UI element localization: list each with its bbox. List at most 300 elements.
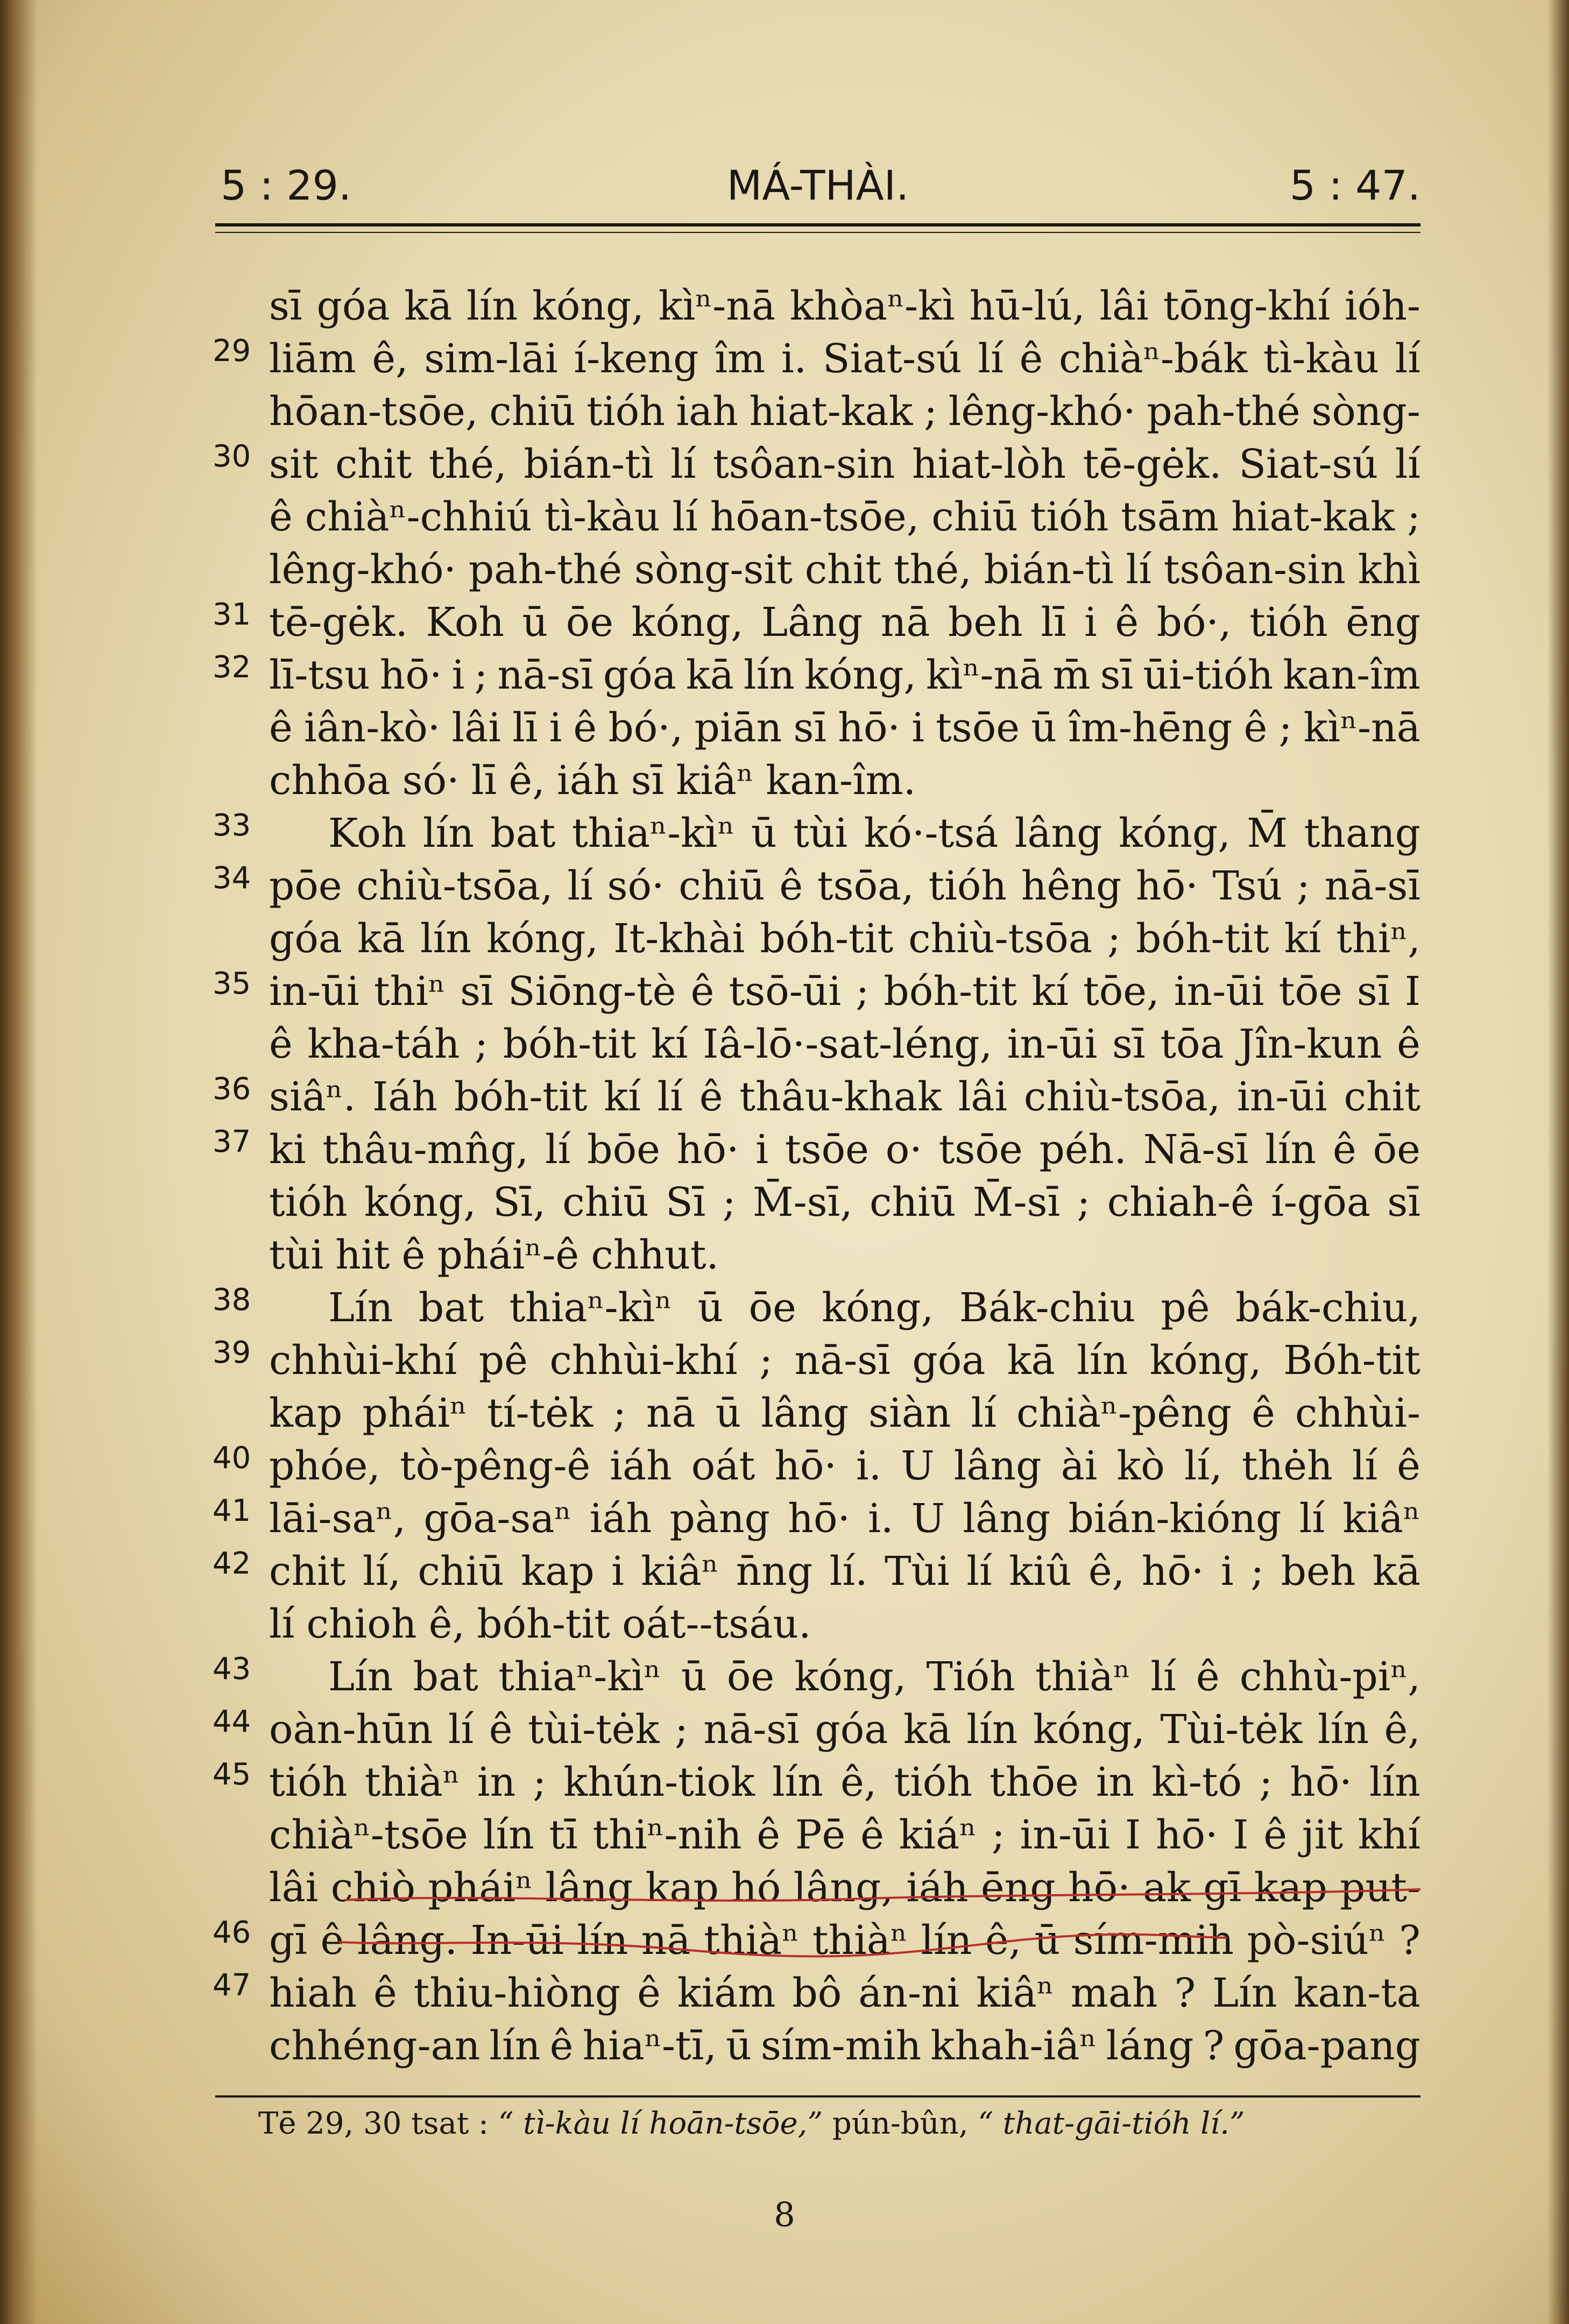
word: án-ni (858, 1970, 960, 2016)
word: ê (699, 1074, 723, 1120)
word: gōa-pang (1233, 2023, 1420, 2069)
word: ê (269, 494, 293, 540)
word: gōa-saⁿ (423, 1496, 572, 1542)
word: lí (1352, 1443, 1378, 1489)
word: kóng, (532, 283, 644, 329)
word: thōe (990, 1759, 1079, 1805)
word: góa (316, 283, 390, 329)
word: góa (912, 1337, 986, 1384)
verse-number: 47 (213, 1968, 251, 2003)
word: pàng (669, 1496, 771, 1542)
word: hō· (838, 705, 901, 751)
word: chiàⁿ-bák (1058, 336, 1248, 382)
word: U (911, 1496, 945, 1542)
word: tí-tėk (487, 1390, 593, 1436)
word: ōe (566, 599, 614, 646)
word: kí (604, 1074, 641, 1120)
word: lí (672, 494, 698, 540)
word: ê (269, 705, 293, 751)
word: sím-mih (1073, 1917, 1234, 1964)
word: ; (924, 388, 938, 435)
word: tióh (586, 388, 665, 435)
word: lāi-saⁿ, (269, 1496, 406, 1542)
word: ōe (748, 1285, 796, 1331)
word: sit (269, 441, 319, 487)
word: ê (1019, 336, 1043, 382)
word: chhùi- (1295, 1390, 1420, 1436)
word: chhéng-an (269, 2023, 480, 2069)
word: liām (269, 336, 356, 382)
word: thiàⁿ (364, 1759, 460, 1805)
word: chit (804, 547, 882, 593)
text-line (269, 754, 1420, 807)
word: ; (722, 1179, 736, 1225)
word: iah (676, 388, 738, 435)
word: oát (691, 1443, 755, 1489)
word: lí (657, 1074, 683, 1120)
word: in (477, 1759, 516, 1805)
word: góa (269, 916, 343, 962)
word: hō· (1136, 863, 1198, 909)
word: tò-pêng-ê (399, 1443, 591, 1489)
text-line (269, 385, 1420, 438)
word: i (611, 1548, 624, 1595)
text-line (269, 1229, 1420, 1281)
word: In-ūi (470, 1917, 564, 1964)
word: chiàⁿ-chhiú (305, 494, 532, 540)
word: nā-sī (703, 1706, 800, 1753)
word: bat (490, 810, 556, 856)
word: kì-tó (1151, 1759, 1242, 1805)
word: góa (603, 652, 676, 698)
verse-number: 38 (213, 1283, 251, 1317)
word: put- (1340, 1865, 1420, 1911)
word: lí (1126, 547, 1151, 593)
word: ; (474, 652, 488, 698)
text-line (213, 965, 1420, 1018)
word: Siōng-tè (507, 968, 676, 1015)
word: kiáⁿ (899, 1812, 977, 1858)
word: nā (880, 599, 930, 646)
word: ūi-tióh (1143, 652, 1274, 698)
word: ê, (428, 1601, 465, 1647)
word: kóng, (1149, 1337, 1262, 1384)
word: ; (991, 1812, 1005, 1858)
word: lâng, (793, 1865, 894, 1911)
word: I (1125, 1812, 1141, 1858)
word: góa (815, 1706, 888, 1753)
text-line (269, 1809, 1420, 1861)
word: ê (1332, 1126, 1356, 1173)
word: khún-tiok (563, 1759, 755, 1805)
verse-number: 45 (213, 1757, 251, 1792)
word: khí (1358, 1812, 1420, 1858)
word: tsām (1121, 494, 1219, 540)
word: sī (1112, 1021, 1146, 1067)
text-line (213, 860, 1420, 912)
word: hiat-kak (749, 388, 913, 435)
word: i. (868, 1496, 894, 1542)
word: sím-mih (760, 2023, 922, 2069)
footnote-prefix: Tē 29, 30 tsat : (258, 2106, 498, 2141)
word: lâi (958, 1074, 1008, 1120)
word: beh (1281, 1548, 1356, 1595)
verse-number: 41 (213, 1493, 251, 1528)
word: ? (1203, 2023, 1225, 2069)
word: ê (1196, 1654, 1220, 1700)
word: lín (1369, 1759, 1420, 1805)
word: ê (1243, 705, 1268, 751)
word: Koh (426, 599, 505, 646)
text-line (269, 280, 1420, 332)
word: lâi (269, 1865, 319, 1911)
word: o· (885, 1126, 922, 1173)
word: kóng, (486, 916, 599, 962)
word: ? (1174, 1970, 1196, 2016)
text-line (213, 1123, 1420, 1176)
text-line (269, 491, 1420, 543)
word: kó·-tsá (864, 810, 999, 856)
word: ak (1143, 1865, 1191, 1911)
word: thiⁿ-nih (592, 1812, 742, 1858)
word: lī (471, 757, 497, 804)
word: pah-thé (1147, 388, 1301, 435)
verse-number: 40 (213, 1441, 251, 1476)
word: kha-táh (307, 1021, 460, 1067)
word: mah (1070, 1970, 1158, 2016)
text-line (269, 1598, 1420, 1650)
word: bat (413, 1654, 478, 1700)
word: hiah (269, 1970, 357, 2016)
word: kiâⁿ (1342, 1496, 1420, 1542)
word: ; (1296, 863, 1310, 909)
word: siâⁿ. (269, 1074, 356, 1120)
text-line (213, 596, 1420, 649)
word: hiaⁿ-tī, (582, 2023, 717, 2069)
text-line (213, 1650, 1420, 1703)
word: ê (401, 1232, 426, 1278)
word: Jîn-kun (1239, 1021, 1382, 1067)
scripture-text (213, 280, 1420, 2072)
text-line (269, 912, 1420, 965)
word: thiàⁿ (1035, 1654, 1131, 1700)
word: Sī, (493, 1179, 546, 1225)
word: oàn-hūn (269, 1706, 433, 1753)
word: tsōe (938, 1126, 1023, 1173)
text-line (269, 1176, 1420, 1229)
word: hō· (676, 1126, 739, 1173)
word: ài (1061, 1443, 1098, 1489)
word: ū (726, 2023, 752, 2069)
text-line (213, 1281, 1420, 1334)
word: Lín (1212, 1970, 1277, 2016)
word: chiah-ê (1107, 1179, 1254, 1225)
word: chiù-tsōa, (356, 863, 553, 909)
word: thâu-khak (739, 1074, 942, 1120)
word: kóng, (1033, 1706, 1145, 1753)
word: chit (335, 441, 412, 487)
word: Siat-sú (1239, 441, 1379, 487)
word: M̄-sī (972, 1179, 1061, 1225)
word: I (1233, 1812, 1249, 1858)
word: pò-siúⁿ (1247, 1917, 1386, 1964)
word: bóh-tit (1135, 916, 1269, 962)
word: kap (645, 1865, 719, 1911)
word: lín (966, 1706, 1018, 1753)
word: iáh (589, 1496, 652, 1542)
word: chioh (306, 1601, 417, 1647)
word: thiaⁿ-kìⁿ (509, 1285, 673, 1331)
word: Nā-sī (1143, 1126, 1249, 1173)
word: Iâ-lō·-sat-léng, (703, 1021, 993, 1067)
word: ōe (1373, 1126, 1420, 1173)
word: iáh (906, 1865, 969, 1911)
word: ê, (985, 1917, 1022, 1964)
word: Tsú (1212, 863, 1283, 909)
word: kā (1007, 1337, 1055, 1384)
word: i (1221, 1548, 1234, 1595)
word: lâng (1014, 810, 1102, 856)
word: kā (404, 283, 453, 329)
word: lâi (1099, 283, 1149, 329)
word: bó·, (1156, 599, 1232, 646)
word: ê (757, 1812, 781, 1858)
word: hō· (1068, 1865, 1130, 1911)
word: hō· (1141, 1548, 1204, 1595)
word: bóh-tit (760, 916, 894, 962)
word: ; (1250, 1548, 1264, 1595)
word: kóng, (631, 599, 744, 646)
word: tōe (1278, 968, 1342, 1015)
word: ? (1399, 1917, 1420, 1964)
word: ê, (372, 336, 408, 382)
word: pōe (269, 863, 342, 909)
word: khì (1358, 547, 1420, 593)
word: ê (1397, 1443, 1420, 1489)
word: Bák-chiu (959, 1285, 1136, 1331)
word: hū-lú, (969, 283, 1085, 329)
word: hō· (1290, 1759, 1352, 1805)
word: tùi-tėk (528, 1706, 660, 1753)
word: í-keng (574, 336, 699, 382)
word: kóng, (822, 1285, 934, 1331)
word: lí (1150, 1654, 1176, 1700)
text-line (269, 1018, 1420, 1071)
word: U (901, 1443, 935, 1489)
word: I (1404, 968, 1420, 1015)
word: ; (856, 968, 870, 1015)
word: kā (357, 916, 406, 962)
word: ê (489, 1706, 513, 1753)
footnote-quote-original: “ tì-kàu lí hoān-tsōe,” (498, 2106, 823, 2141)
verse-number: 30 (213, 439, 251, 474)
word: îm-hēng (1068, 705, 1233, 751)
word: kìⁿ-nā (658, 283, 776, 329)
word: bián-kióng (1068, 1496, 1282, 1542)
word: tsōa, (817, 863, 914, 909)
word: tsōe (784, 1126, 869, 1173)
word: tē-gėk. (1083, 441, 1222, 487)
word: Lâng (761, 599, 863, 646)
word: ê (860, 1812, 884, 1858)
word: îm (715, 336, 766, 382)
word: lâng (963, 1496, 1051, 1542)
word: bóh-tit (884, 968, 1017, 1015)
word: lín (1317, 1706, 1369, 1753)
text-line (213, 438, 1420, 491)
word: hō· (379, 652, 442, 698)
verse-number: 43 (213, 1652, 251, 1687)
word: pháiⁿ-ê (437, 1232, 579, 1278)
word: sī (1356, 968, 1390, 1015)
word: jit (1302, 1812, 1344, 1858)
word: tsôan-sin (1163, 547, 1346, 593)
word: lí (448, 1706, 474, 1753)
word: ê (320, 1917, 344, 1964)
word: lí (1395, 441, 1420, 487)
text-line (213, 332, 1420, 385)
word: ; (1259, 1759, 1273, 1805)
word: ê, (508, 757, 545, 804)
text-line (213, 807, 1420, 860)
word: tióh (269, 1759, 348, 1805)
word: in-ūi (1020, 1812, 1111, 1858)
running-header (215, 161, 1420, 221)
word: tsōe (936, 705, 1020, 751)
word: Iáh (372, 1074, 438, 1120)
word: ê (269, 1021, 293, 1067)
word: bóh-tit (454, 1074, 588, 1120)
word: ê (1115, 599, 1139, 646)
word: Bóh-tit (1283, 1337, 1420, 1384)
verse-number: 46 (213, 1915, 251, 1950)
word: M̄ (1247, 810, 1288, 856)
verse-number: 33 (213, 808, 251, 843)
word: ê, (1088, 1548, 1125, 1595)
word: tióh (1249, 599, 1328, 646)
word: i (549, 705, 562, 751)
word: lí (966, 1548, 992, 1595)
word: hō· (774, 1443, 837, 1489)
verse-number: 32 (213, 650, 251, 685)
word: in-ūi (1007, 1021, 1098, 1067)
word: chhùi-khí (269, 1337, 457, 1384)
word: kā (1372, 1548, 1420, 1595)
verse-number: 42 (213, 1546, 251, 1581)
word: in-ūi (1174, 968, 1264, 1015)
verse-number: 29 (213, 334, 251, 369)
word: thiàⁿ (812, 1917, 908, 1964)
word: ; (533, 1759, 547, 1805)
word: pê (478, 1337, 528, 1384)
word: lí (1299, 1496, 1325, 1542)
word: pah-thé (468, 547, 623, 593)
header-left-reference: 5 : 29. (221, 161, 352, 209)
word: sī (1387, 1179, 1420, 1225)
verse-number: 35 (213, 966, 251, 1001)
word: tī (549, 1812, 578, 1858)
word: ióh- (1345, 283, 1420, 329)
word: lín (1265, 1126, 1317, 1173)
word: kap (269, 1390, 343, 1436)
text-line (213, 1071, 1420, 1123)
word: chit (269, 1548, 346, 1595)
word: lí (670, 441, 696, 487)
word: bat (418, 1285, 484, 1331)
word: kìⁿ-nā (926, 652, 1043, 698)
word: nā-sī (1324, 863, 1420, 909)
word: chhù-piⁿ, (1239, 1654, 1420, 1700)
word: ; (759, 1337, 773, 1384)
word: ê (1263, 1812, 1288, 1858)
word: ū (715, 1390, 741, 1436)
word: sī (269, 283, 302, 329)
word: kap (521, 1548, 595, 1595)
word: nā (641, 1917, 691, 1964)
word: só· (607, 863, 665, 909)
word: thiàⁿ (704, 1917, 800, 1964)
word: tùi (793, 810, 848, 856)
word: lín (467, 283, 518, 329)
word: ê (573, 705, 597, 751)
word: lâng (545, 1865, 633, 1911)
word: í-gōa (1271, 1179, 1370, 1225)
word: lêng-khó· (269, 547, 457, 593)
word: chiù-tsōa (908, 916, 1092, 962)
word: thiaⁿ-kìⁿ (498, 1654, 661, 1700)
word: kóng, (1118, 810, 1231, 856)
word: kan-ta (1294, 1970, 1420, 2016)
word: lī (512, 705, 538, 751)
word: pê (1161, 1285, 1210, 1331)
word: lín (483, 1812, 534, 1858)
word: lí (1395, 336, 1420, 382)
text-line (213, 1967, 1420, 2020)
word: i. (781, 336, 807, 382)
word: ê (779, 863, 803, 909)
word: thiu-hiòng (413, 1970, 621, 2016)
word: Tióh (926, 1654, 1015, 1700)
word: thiⁿ, (1336, 916, 1420, 962)
word: lâng (761, 1390, 849, 1436)
word: pháiⁿ (428, 1865, 533, 1911)
word: bák-chiu, (1235, 1285, 1420, 1331)
word: sī (793, 705, 827, 751)
word: tōng-khí (1163, 283, 1331, 329)
word: kóng, (804, 652, 916, 698)
word: kiû (1009, 1548, 1072, 1595)
word: hōan-tsōe, (710, 494, 920, 540)
word: tsôan-sin (713, 441, 895, 487)
word: beh (948, 599, 1023, 646)
word: ê (549, 2023, 574, 2069)
text-line (269, 2020, 1420, 2072)
word: só· (402, 757, 460, 804)
word: hó (731, 1865, 781, 1911)
word: sī (1100, 652, 1134, 698)
text-line (213, 1334, 1420, 1387)
word: kiâⁿ (676, 757, 754, 804)
word: ê (637, 1970, 661, 2016)
word: kóng, (794, 1654, 907, 1700)
word: ; (1407, 494, 1420, 540)
word: tì-kàu (544, 494, 660, 540)
text-line (213, 649, 1420, 702)
word: sòng-sit (634, 547, 793, 593)
word: kiám (677, 1970, 776, 2016)
word: ; (1278, 705, 1292, 751)
word: nā (646, 1390, 696, 1436)
